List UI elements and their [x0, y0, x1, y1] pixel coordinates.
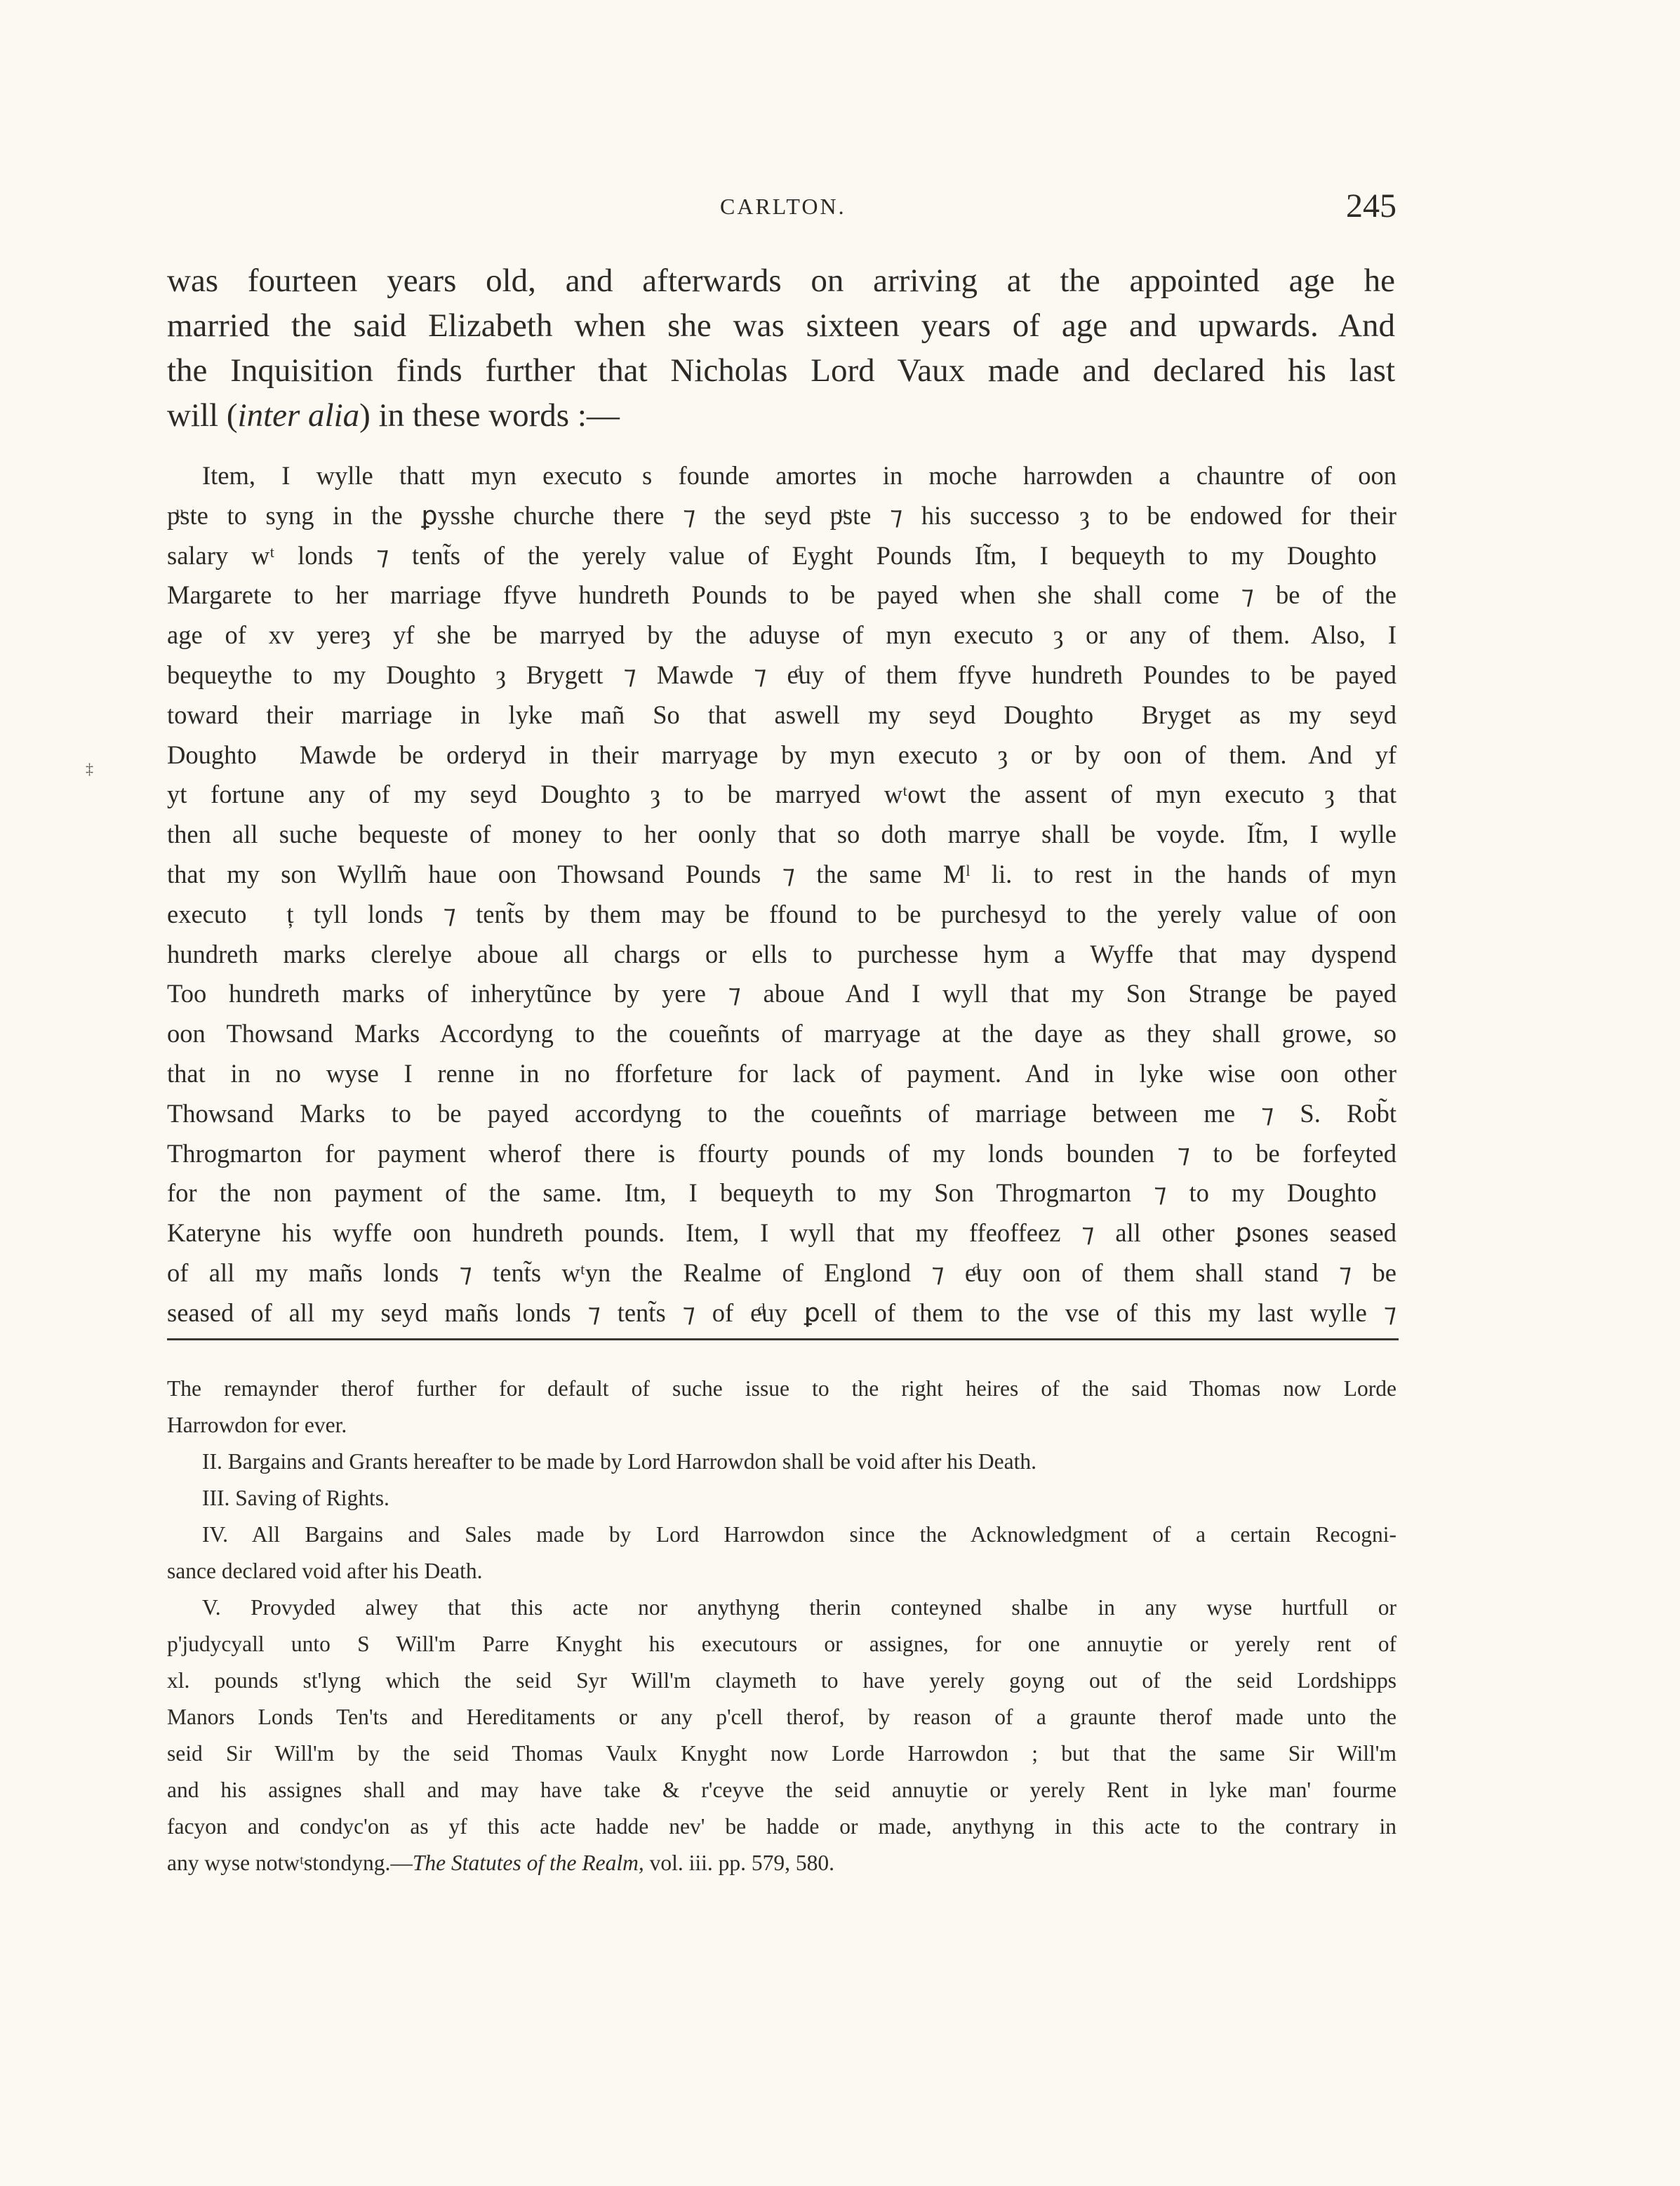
note-line: V. Provyded alwey that this acte nor anythyng therin conteyned shalbe in any wyse hurtfull or: [202, 1595, 1396, 1620]
quote-line: for the non payment of the same. Itm, I bequeyth to my Son Throgmarton ⁊ to my Doughto᷑: [167, 1178, 1396, 1208]
quote-line: that in no wyse I renne in no fforfeture for lack of payment. And in lyke wise oon other: [167, 1058, 1396, 1088]
quote-line: Throgmarton for payment wherof there is ffourty pounds of my londs bounden ⁊ to be forfeyted: [167, 1138, 1396, 1168]
note-line: IV. All Bargains and Sales made by Lord Harrowdon since the Acknowledgment of a certain Recogni-: [202, 1522, 1396, 1547]
quote-line: executo᷑ ț tyll londs ⁊ tent̃s by them may be ffound to be purchesyd to the yerely value of oon: [167, 899, 1396, 928]
note-line: any wyse notwᵗstondyng.—The Statutes of the Realm, vol. iii. pp. 579, 580.: [167, 1851, 834, 1875]
note-line: II. Bargains and Grants hereafter to be made by Lord Harrowdon shall be void after his Death.: [202, 1449, 1037, 1474]
note-line: sance declared void after his Death.: [167, 1559, 483, 1583]
footnote-divider: [167, 1338, 1399, 1340]
quote-line: bequeythe to my Doughto᷑ȝ Brygett ⁊ Mawde ⁊ eͩuy of them ffyve hundreth Poundes to be payed: [167, 660, 1396, 689]
note-line: facyon and condyc'on as yf this acte hadde nev' be hadde or made, anythyng in this acte to the contrary in: [167, 1814, 1396, 1839]
intro-paragraph: [167, 258, 1395, 438]
quote-line: Kateryne his wyffe oon hundreth pounds. Item, I wyll that my ffeoffeez ⁊ all other ꝑsones seased: [167, 1218, 1396, 1248]
quote-line: Item, I wylle thatt myn executo᷑s founde amortes in moche harrowden a chauntre of oon: [202, 461, 1396, 490]
note-line: Manors Londs Ten'ts and Hereditaments or any p'cell therof, by reason of a graunte therof made unto the: [167, 1705, 1396, 1729]
intro-line: will (inter alia) in these words :—: [167, 397, 620, 434]
quote-line: hundreth marks clerelye aboue all chargs or ells to purchesse hym a Wyffe that may dyspend: [167, 939, 1396, 968]
margin-mark: ‡: [86, 760, 93, 778]
quote-line: yt fortune any of my seyd Doughto᷑ȝ to be marryed wᵗowt the assent of myn executo᷑ȝ that: [167, 780, 1396, 809]
intro-line: was fourteen years old, and afterwards on arriving at the appointed age he: [167, 262, 1395, 299]
will-quotation: [167, 456, 1396, 1333]
quote-line: seased of all my seyd mañs londs ⁊ tent̃s ⁊ of eͩuy ꝑcell of them to the vse of this my last wylle ⁊: [167, 1298, 1396, 1327]
note-line: and his assignes shall and may have take & r'ceyve the seid annuytie or yerely Rent in lyke man' fourme: [167, 1778, 1396, 1802]
page-header: [161, 187, 1396, 225]
note-line: xl. pounds st'lyng which the seid Syr Will'm claymeth to have yerely goyng out of the seid Lordshipps: [167, 1668, 1396, 1693]
page-number: 245: [1346, 187, 1396, 225]
quote-line: pͧste to syng in the ꝑysshe churche there ⁊ the seyd pͧste ⁊ his successo᷑ȝ to be endowed for their: [167, 500, 1396, 530]
quote-line: Margarete to her marriage ffyve hundreth Pounds to be payed when she shall come ⁊ be of the: [167, 580, 1396, 610]
quote-line: oon Thowsand Marks Accordyng to the coueñnts of marryage at the daye as they shall growe, so: [167, 1019, 1396, 1048]
intro-line: the Inquisition finds further that Nicholas Lord Vaux made and declared his last: [167, 352, 1395, 389]
quote-line: toward their marriage in lyke mañ So that aswell my seyd Doughto᷑ Bryget as my seyd: [167, 700, 1396, 729]
intro-line: married the said Elizabeth when she was sixteen years of age and upwards. And: [167, 307, 1395, 344]
quote-line: that my son Wyllm̃ haue oon Thowsand Pounds ⁊ the same Mˡ li. to rest in the hands of myn: [167, 859, 1396, 888]
quote-line: salary wᵗ londs ⁊ tent̃s of the yerely value of Eyght Pounds It̃m, I bequeyth to my Doughto᷑: [167, 540, 1396, 570]
quote-line: Doughto᷑ Mawde be orderyd in their marryage by myn executo᷑ȝ or by oon of them. And yf: [167, 740, 1396, 769]
quote-line: then all suche bequeste of money to her oonly that so doth marrye shall be voyde. It̃m, I wylle: [167, 820, 1396, 849]
footnotes: [167, 1371, 1396, 1881]
running-title: CARLTON.: [720, 194, 846, 219]
note-line: The remaynder therof further for default of suche issue to the right heires of the said Thomas now Lorde: [167, 1376, 1396, 1401]
note-line: p'judycyall unto S Will'm Parre Knyght his executours or assignes, for one annuytie or yerely rent of: [167, 1632, 1396, 1656]
quote-line: Thowsand Marks to be payed accordyng to the coueñnts of marriage between me ⁊ S. Rob̃t: [167, 1098, 1396, 1128]
note-line: III. Saving of Rights.: [202, 1486, 389, 1510]
note-line: seid Sir Will'm by the seid Thomas Vaulx Knyght now Lorde Harrowdon ; but that the same Sir Will'm: [167, 1741, 1396, 1766]
quote-line: of all my mañs londs ⁊ tent̃s wᵗyn the Realme of Englond ⁊ eͩuy oon of them shall stand ⁊ be: [167, 1258, 1396, 1287]
quote-line: Too hundreth marks of inherytũnce by yere ⁊ aboue And I wyll that my Son Strange be payed: [167, 979, 1396, 1008]
note-line: Harrowdon for ever.: [167, 1413, 347, 1437]
quote-line: age of xv yereȝ yf she be marryed by the aduyse of myn executo᷑ȝ or any of them. Also, I: [167, 620, 1396, 650]
